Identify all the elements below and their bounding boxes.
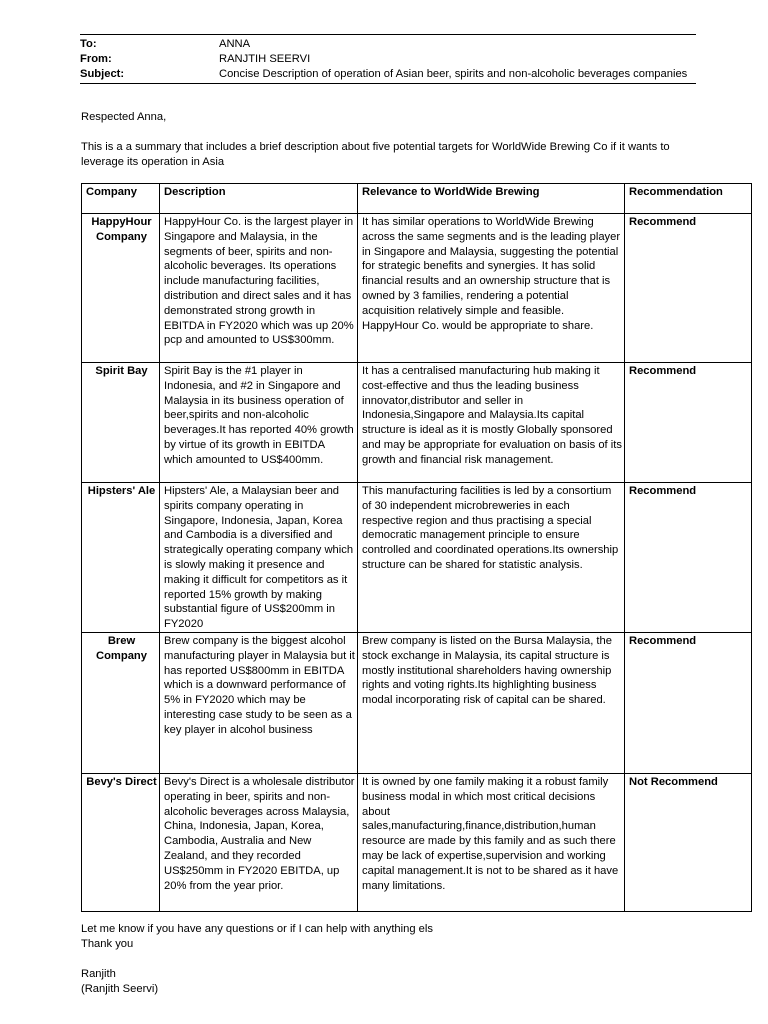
company-cell: Spirit Bay xyxy=(82,363,160,483)
table-row xyxy=(82,363,752,483)
header-description: Description xyxy=(160,184,358,214)
recommendation-text: Recommend xyxy=(629,485,697,497)
table-header-row xyxy=(82,184,752,214)
signature-full-name: (Ranjith Seervi) xyxy=(81,983,159,995)
memo-to-value: ANNA xyxy=(219,38,251,50)
relevance-cell: It has a centralised manufacturing hub making it cost-effective and thus the leading business innovator,distributor and seller in Indonesia,Singapore and Malaysia.Its capital structure is ideal as it is mostly Globally sponsored and may be appropriate for evaluation on basis of its growth and financial risk management. xyxy=(358,363,625,483)
targets-table xyxy=(81,183,752,912)
signature xyxy=(81,967,158,997)
closing xyxy=(81,922,433,952)
relevance-cell: Brew company is listed on the Bursa Malaysia, the stock exchange in Malaysia, its capital structure is mostly institutional shareholders having ownership rights and voting rights.Its highlighting business modal incorporating risk of capital can be shared. xyxy=(358,632,625,773)
description-cell: Brew company is the biggest alcohol manufacturing player in Malaysia but it has reported US$800mm in EBITDA which is a downward performance of 5% in FY2020 which may be interesting case study to be seen as a key player in alcohol business xyxy=(160,632,358,773)
recommendation-cell xyxy=(625,773,752,911)
company-cell: Brew Company xyxy=(82,632,160,773)
description-cell: Spirit Bay is the #1 player in Indonesia, and #2 in Singapore and Malaysia in its business operation of beer,spirits and non-alcoholic beverages.It has reported 40% growth by virtue of its growth in EBITDA which amounted to US$400mm. xyxy=(160,363,358,483)
description-cell: Bevy's Direct is a wholesale distributor operating in beer, spirits and non-alcoholic beverages across Malaysia, China, Indonesia, Japan, Korea, Cambodia, Australia and New Zealand, and they recorded US$250mm in FY2020 EBITDA, up 20% from the year prior. xyxy=(160,773,358,911)
memo-subject-value: Concise Description of operation of Asian beer, spirits and non-alcoholic beverages companies xyxy=(219,68,688,80)
targets-table-wrapper xyxy=(81,183,752,912)
recommendation-text: Recommend xyxy=(629,216,697,228)
recommendation-cell xyxy=(625,363,752,483)
memo-subject-row xyxy=(80,67,696,82)
company-cell: HappyHour Company xyxy=(82,214,160,363)
recommendation-cell xyxy=(625,632,752,773)
memo-from-label: From: xyxy=(80,53,112,65)
table-row xyxy=(82,632,752,773)
header-company: Company xyxy=(82,184,160,214)
company-cell: Bevy's Direct xyxy=(82,773,160,911)
memo-header xyxy=(80,34,696,84)
recommendation-cell xyxy=(625,214,752,363)
closing-line-1: Let me know if you have any questions or if I can help with anything els xyxy=(81,923,433,935)
relevance-cell: This manufacturing facilities is led by a consortium of 30 independent microbreweries in each respective region and thus practising a special democratic management principle to ensure controlled and coordinated operations.Its ownership structure can be shared for statistic analysis. xyxy=(358,483,625,633)
header-relevance: Relevance to WorldWide Brewing xyxy=(358,184,625,214)
greeting: Respected Anna, xyxy=(81,111,167,123)
table-row xyxy=(82,773,752,911)
memo-from-row xyxy=(80,52,696,67)
description-cell: HappyHour Co. is the largest player in Singapore and Malaysia, in the segments of beer, spirits and non-alcoholic beverages. Its operations include manufacturing facilities, distribution and direct sales and it has demonstrated strong growth in EBITDA in FY2020 which was up 20% pcp and amounted to US$300mm. xyxy=(160,214,358,363)
table-row xyxy=(82,483,752,633)
company-cell: Hipsters' Ale xyxy=(82,483,160,633)
memo-to-row xyxy=(80,37,696,52)
memo-to-label: To: xyxy=(80,38,97,50)
header-recommendation xyxy=(625,184,752,214)
description-cell: Hipsters' Ale, a Malaysian beer and spirits company operating in Singapore, Indonesia, Japan, Korea and Cambodia is a diversified and strategically operating company which is slowly making it presence and making it difficult for competitors as it reported 15% growth by making substantial figure of US$200mm in FY2020 xyxy=(160,483,358,633)
recommendation-text: Recommend xyxy=(629,365,697,377)
memo-from-value: RANJTIH SEERVI xyxy=(219,53,311,65)
closing-line-2: Thank you xyxy=(81,938,134,950)
table-row xyxy=(82,214,752,363)
relevance-cell: It has similar operations to WorldWide Brewing across the same segments and is the leading player in Singapore and Malaysia, suggesting the potential for strategic benefits and synergies. It has solid financial results and an ownership structure that is owned by 3 families, rendering a potential acquisition relatively simple and feasible. HappyHour Co. would be appropriate to share. xyxy=(358,214,625,363)
recommendation-cell xyxy=(625,483,752,633)
recommendation-text: Recommend xyxy=(629,634,697,647)
signature-name: Ranjith xyxy=(81,968,116,980)
relevance-cell: It is owned by one family making it a robust family business modal in which most critical decisions about sales,manufacturing,finance,distribution,human resource are made by this family and as such there may be lack of expertise,supervision and working capital management.It is not to be shared as it have many limitations. xyxy=(358,773,625,911)
memo-subject-label: Subject: xyxy=(80,68,125,80)
recommendation-text: Not Recommend xyxy=(629,775,718,788)
header-recommendation-text: Recommendation xyxy=(629,186,723,198)
intro-paragraph: This is a a summary that includes a brief description about five potential targets for WorldWide Brewing Co if it wants to leverage its operation in Asia xyxy=(81,141,670,168)
